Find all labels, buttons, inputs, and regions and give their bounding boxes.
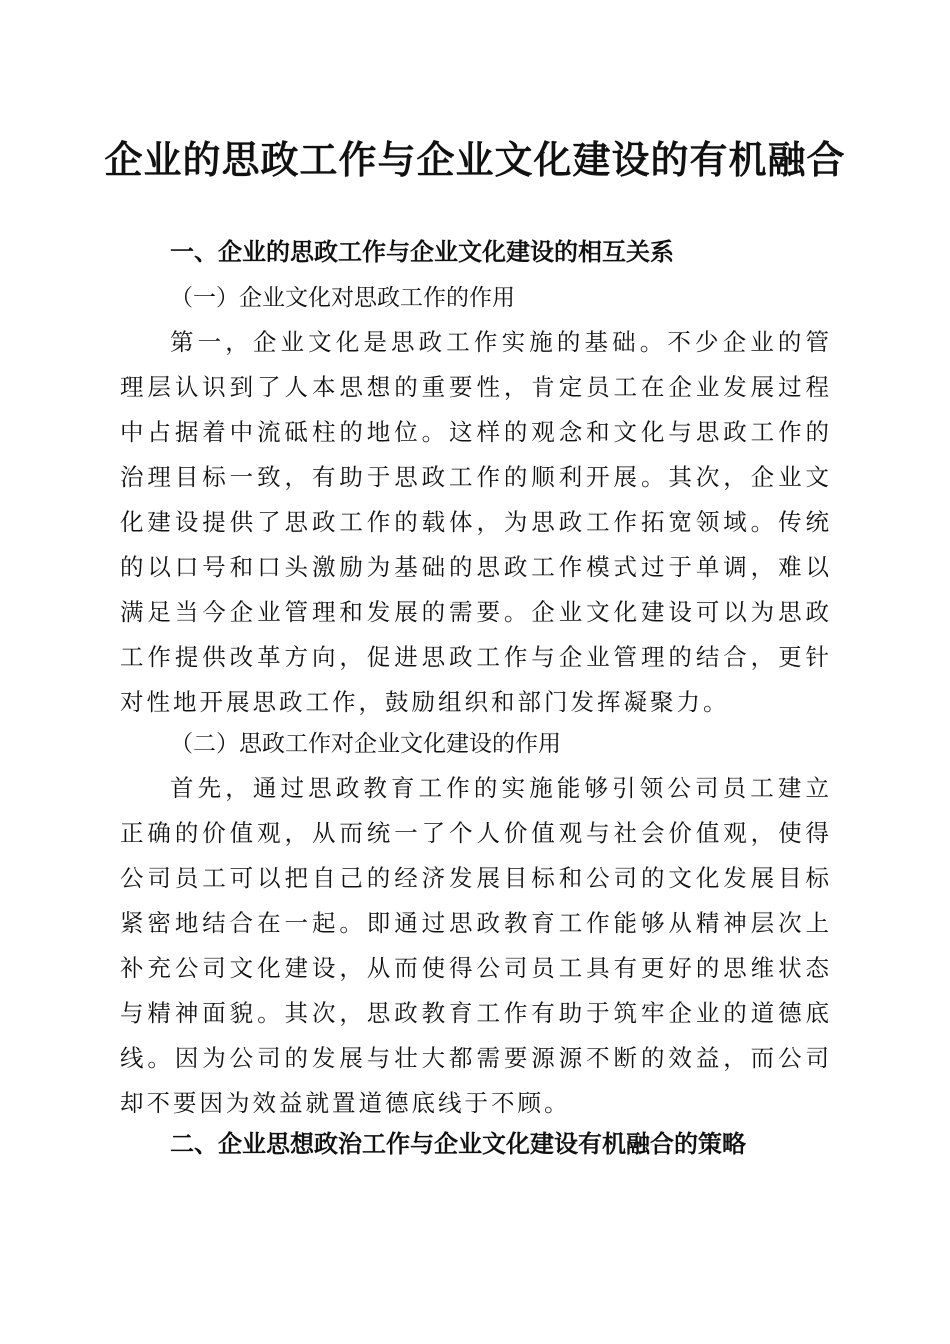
subsection-2-paragraph: 首先，通过思政教育工作的实施能够引领公司员工建立正确的价值观，从而统一了个人价值观与社会价值观，使得公司员工可以把自己的经济发展目标和公司的文化发展目标紧密地结合在一起。即通过思政教育工作能够从精神层次上补充公司文化建设，从而使得公司员工具有更好的思维状态与精神面貌。其次，思政教育工作有助于筑牢企业的道德底线。因为公司的发展与壮大都需要源源不断的效益，而公司却不要因为效益就置道德底线于不顾。 — [120, 774, 832, 1117]
subsection-2-heading: （二）思政工作对企业文化建设的作用 — [170, 731, 561, 757]
section-1-heading: 一、企业的思政工作与企业文化建设的相互关系 — [170, 238, 674, 266]
subsection-1-heading: （一）企业文化对思政工作的作用 — [170, 285, 515, 311]
subsection-1-paragraph: 第一，企业文化是思政工作实施的基础。不少企业的管理层认识到了人本思想的重要性，肯定员工在企业发展过程中占据着中流砥柱的地位。这样的观念和文化与思政工作的治理目标一致，有助于思政工作的顺利开展。其次，企业文化建设提供了思政工作的载体，为思政工作拓宽领域。传统的以口号和口头激励为基础的思政工作模式过于单调，难以满足当今企业管理和发展的需要。企业文化建设可以为思政工作提供改革方向，促进思政工作与企业管理的结合，更针对性地开展思政工作，鼓励组织和部门发挥凝聚力。 — [120, 328, 832, 716]
section-2-heading: 二、企业思想政治工作与企业文化建设有机融合的策略 — [170, 1130, 746, 1158]
document-title: 企业的思政工作与企业文化建设的有机融合 — [104, 137, 846, 182]
